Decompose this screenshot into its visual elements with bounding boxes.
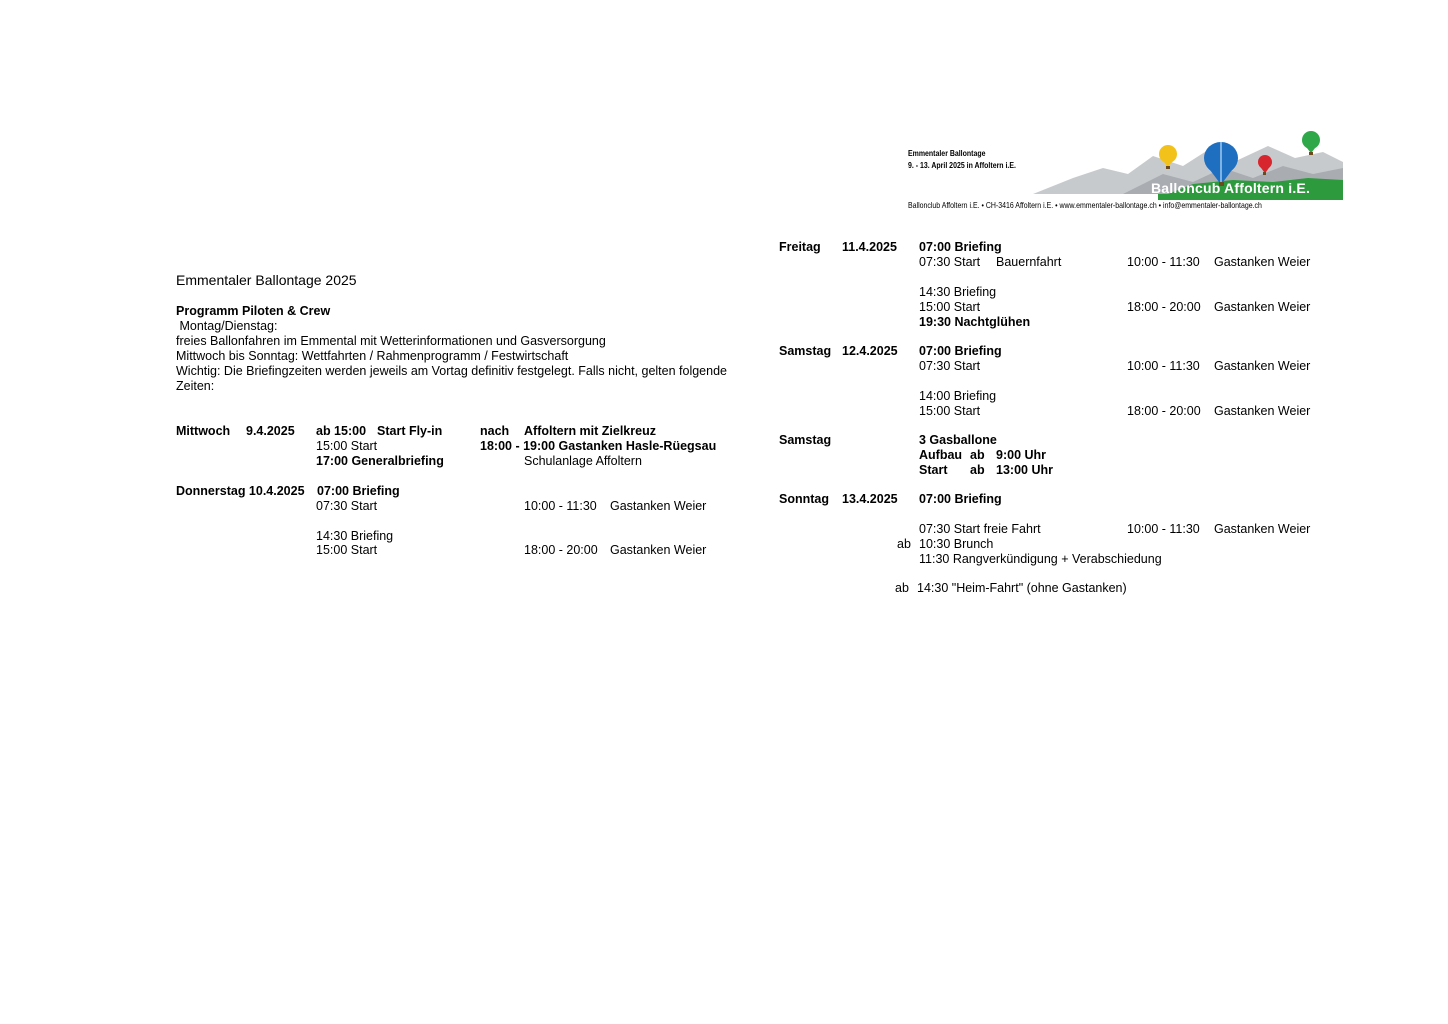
gasballone-day: Samstag — [779, 433, 832, 447]
sonntag-heim-ab: ab — [895, 581, 909, 595]
freitag-gas1-time: 10:00 - 11:30 — [1127, 255, 1200, 269]
sonntag-start: 07:30 Start freie Fahrt — [919, 522, 1041, 536]
samstag-start1: 07:30 Start — [919, 359, 981, 373]
freitag-briefing1: 07:00 Briefing — [919, 240, 1002, 254]
mittwoch-schulanlage: Schulanlage Affoltern — [524, 454, 642, 468]
samstag-briefing1: 07:00 Briefing — [919, 344, 1002, 358]
gasballone-start-ab: ab — [970, 463, 985, 477]
freitag-start2: 15:00 Start — [919, 300, 981, 314]
sonntag-brunch-ab: ab — [897, 537, 911, 551]
mittwoch-day: Mittwoch — [176, 424, 231, 438]
samstag-start2: 15:00 Start — [919, 404, 981, 418]
gasballone-start-label: Start — [919, 463, 948, 477]
samstag-gas2-time: 18:00 - 20:00 — [1127, 404, 1201, 418]
intro-line: Montag/Dienstag: — [176, 319, 278, 333]
sonntag-day: Sonntag — [779, 492, 829, 506]
mittwoch-nach: nach — [480, 424, 510, 438]
intro-line: Wichtig: Die Briefingzeiten werden jeweils am Vortag definitiv festgelegt. Falls nicht, gelten folgende — [176, 364, 727, 378]
document-title: Emmentaler Ballontage 2025 — [176, 272, 357, 288]
samstag-briefing2: 14:00 Briefing — [919, 389, 997, 403]
freitag-nachtgluehen: 19:30 Nachtglühen — [919, 315, 1031, 329]
letterhead-event-dates: 9. - 13. April 2025 in Affoltern i.E. — [908, 160, 1016, 170]
gasballone-aufbau-ab: ab — [970, 448, 985, 462]
donnerstag-start2: 15:00 Start — [316, 543, 378, 557]
intro-line: freies Ballonfahren im Emmental mit Wetterinformationen und Gasversorgung — [176, 334, 606, 348]
mittwoch-destination: Affoltern mit Zielkreuz — [524, 424, 656, 438]
sonntag-briefing: 07:00 Briefing — [919, 492, 1002, 506]
donnerstag-briefing1: 07:00 Briefing — [317, 484, 400, 498]
program-heading: Programm Piloten & Crew — [176, 304, 331, 318]
freitag-briefing2: 14:30 Briefing — [919, 285, 997, 299]
mittwoch-generalbriefing: 17:00 Generalbriefing — [316, 454, 444, 468]
donnerstag-gas2-label: Gastanken Weier — [610, 543, 707, 557]
mittwoch-date: 9.4.2025 — [246, 424, 295, 438]
freitag-gas2-time: 18:00 - 20:00 — [1127, 300, 1201, 314]
sonntag-heim-fahrt: 14:30 "Heim-Fahrt" (ohne Gastanken) — [917, 581, 1127, 595]
gasballone-start-time: 13:00 Uhr — [996, 463, 1053, 477]
freitag-start1: 07:30 Start — [919, 255, 981, 269]
freitag-bauernfahrt: Bauernfahrt — [996, 255, 1062, 269]
samstag-date: 12.4.2025 — [842, 344, 898, 358]
samstag-gas1-time: 10:00 - 11:30 — [1127, 359, 1200, 373]
mittwoch-start: 15:00 Start — [316, 439, 378, 453]
gasballone-aufbau-time: 9:00 Uhr — [996, 448, 1047, 462]
letterhead-footer: Ballonclub Affoltern i.E. • CH-3416 Affoltern i.E. • www.emmentaler-ballontage.ch • info@emmentaler-ballontage.ch — [908, 200, 1262, 210]
sonntag-date: 13.4.2025 — [842, 492, 898, 506]
gasballone-aufbau-label: Aufbau — [919, 448, 963, 462]
freitag-day: Freitag — [779, 240, 821, 254]
donnerstag-gas2-time: 18:00 - 20:00 — [524, 543, 598, 557]
freitag-gas1-label: Gastanken Weier — [1214, 255, 1311, 269]
mittwoch-gas: 18:00 - 19:00 Gastanken Hasle-Rüegsau — [480, 439, 717, 453]
sonntag-brunch: 10:30 Brunch — [919, 537, 994, 551]
sonntag-gas-label: Gastanken Weier — [1214, 522, 1311, 536]
donnerstag-gas1-time: 10:00 - 11:30 — [524, 499, 597, 513]
letterhead — [905, 128, 1345, 214]
donnerstag-label: Donnerstag 10.4.2025 — [176, 484, 305, 498]
mittwoch-ab: ab 15:00 — [316, 424, 367, 438]
intro-line: Zeiten: — [176, 379, 215, 393]
freitag-date: 11.4.2025 — [842, 240, 897, 254]
sonntag-gas-time: 10:00 - 11:30 — [1127, 522, 1200, 536]
donnerstag-briefing2: 14:30 Briefing — [316, 529, 394, 543]
sonntag-rangverkuendigung: 11:30 Rangverkündigung + Verabschiedung — [919, 552, 1162, 566]
mittwoch-fly-in: Start Fly-in — [377, 424, 443, 438]
gasballone-heading: 3 Gasballone — [919, 433, 997, 447]
donnerstag-gas1-label: Gastanken Weier — [610, 499, 707, 513]
freitag-gas2-label: Gastanken Weier — [1214, 300, 1311, 314]
intro-line: Mittwoch bis Sonntag: Wettfahrten / Rahmenprogramm / Festwirtschaft — [176, 349, 569, 363]
samstag-gas1-label: Gastanken Weier — [1214, 359, 1311, 373]
letterhead-event-name: Emmentaler Ballontage — [908, 148, 986, 158]
samstag-day: Samstag — [779, 344, 832, 358]
donnerstag-start1: 07:30 Start — [316, 499, 378, 513]
letterhead-club-name: Balloncub Affoltern i.E. — [1151, 180, 1311, 196]
samstag-gas2-label: Gastanken Weier — [1214, 404, 1311, 418]
